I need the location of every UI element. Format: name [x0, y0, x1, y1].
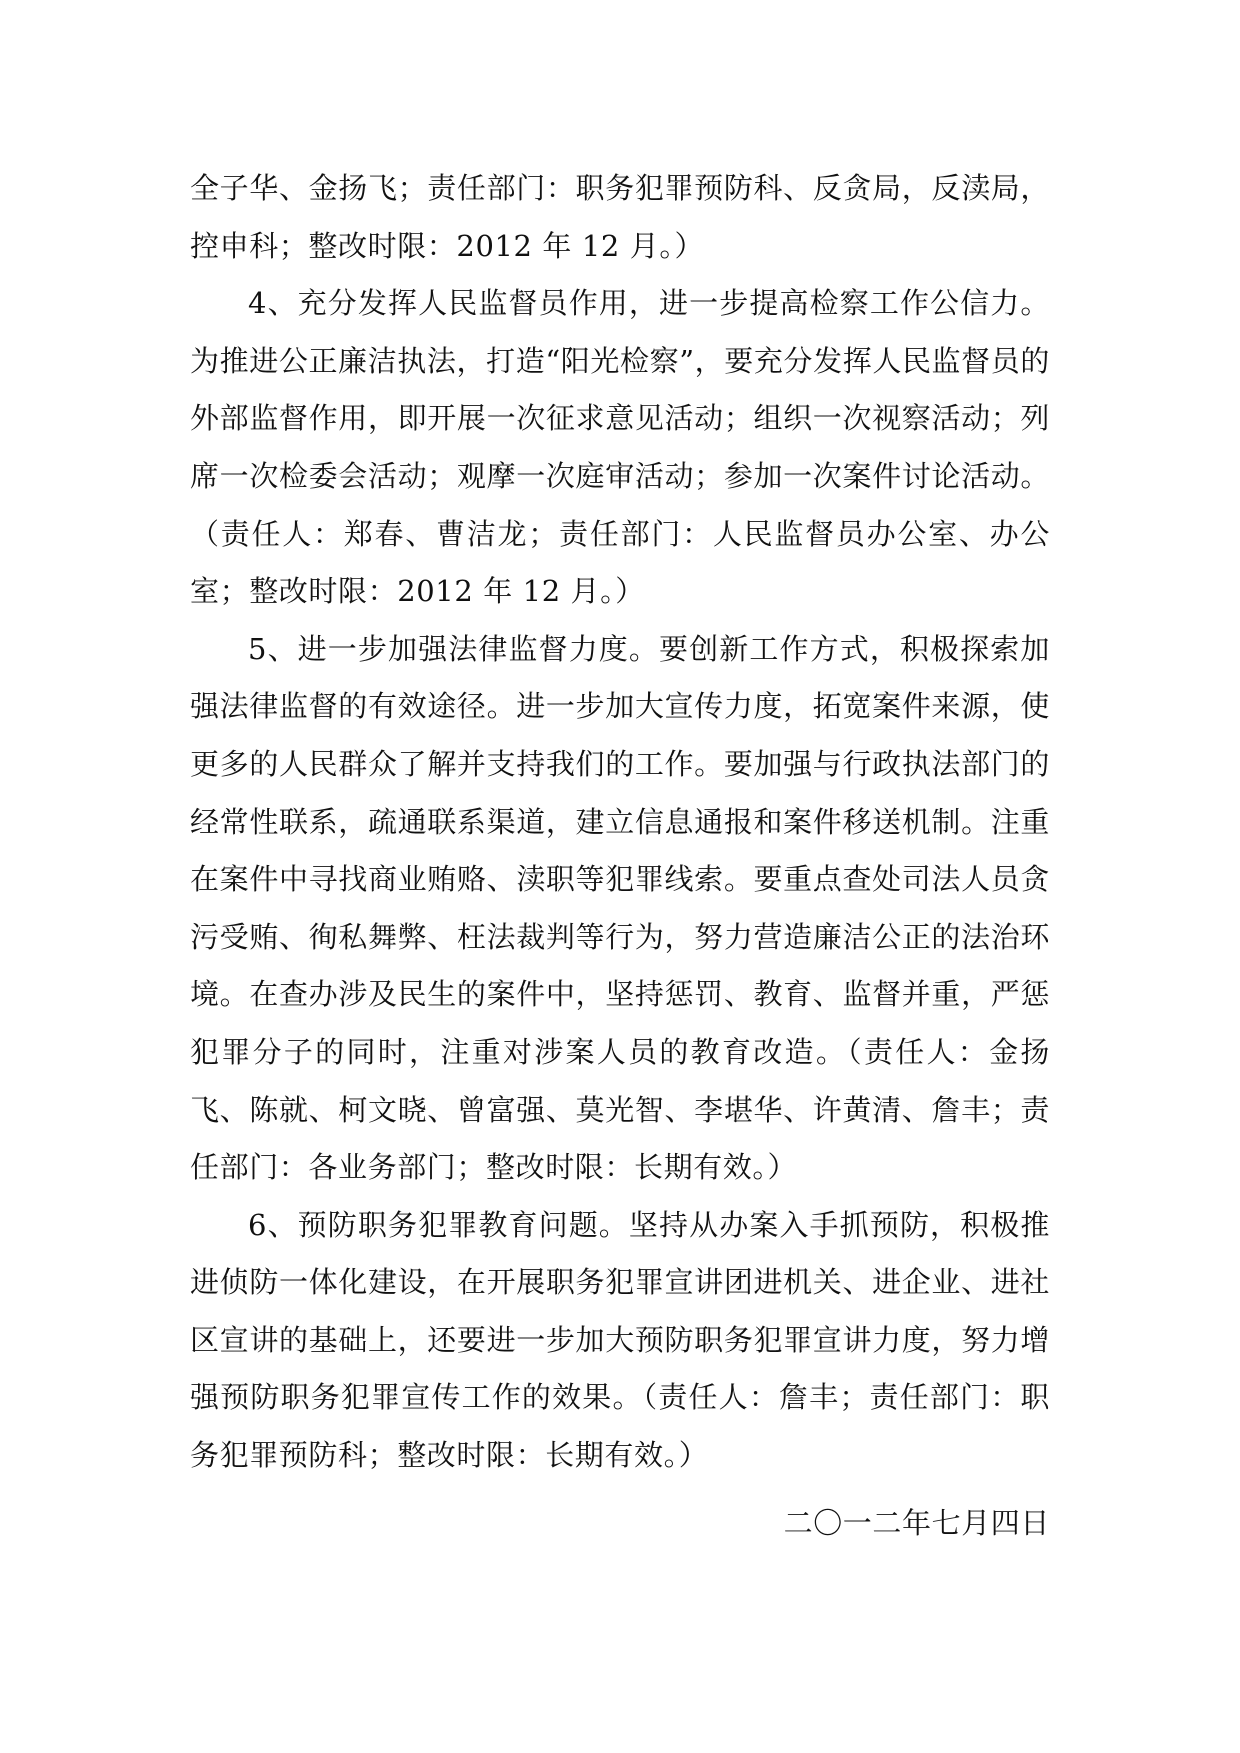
paragraph-item-4: 4、充分发挥人民监督员作用，进一步提高检察工作公信力。为推进公正廉洁执法，打造“阳光检察”，要充分发挥人民监督员的外部监督作用，即开展一次征求意见活动；组织一次视察活动；列席一次检委会活动；观摩一次庭审活动；参加一次案件讨论活动。（责任人：郑春、曹洁龙；责任部门：人民监督员办公室、办公室；整改时限：2012 年 12 月。） [190, 286, 1050, 609]
paragraph-continuation: 全子华、金扬飞；责任部门：职务犯罪预防科、反贪局，反渎局，控申科；整改时限：2012 年 12 月。） [190, 171, 1050, 263]
paragraph-item-5: 5、进一步加强法律监督力度。要创新工作方式，积极探索加强法律监督的有效途径。进一步加大宣传力度，拓宽案件来源，使更多的人民群众了解并支持我们的工作。要加强与行政执法部门的经常性联系，疏通联系渠道，建立信息通报和案件移送机制。注重在案件中寻找商业贿赂、渎职等犯罪线索。要重点查处司法人员贪污受贿、徇私舞弊、枉法裁判等行为，努力营造廉洁公正的法治环境。在查办涉及民生的案件中，坚持惩罚、教育、监督并重，严惩犯罪分子的同时，注重对涉案人员的教育改造。（责任人：金扬飞、陈就、柯文晓、曾富强、莫光智、李堪华、许黄清、詹丰；责任部门：各业务部门；整改时限：长期有效。） [190, 631, 1050, 1185]
document-body [190, 160, 1050, 1485]
paragraph-item-6: 6、预防职务犯罪教育问题。坚持从办案入手抓预防，积极推进侦防一体化建设，在开展职务犯罪宣讲团进机关、进企业、进社区宣讲的基础上，还要进一步加大预防职务犯罪宣讲力度，努力增强预防职务犯罪宣传工作的效果。（责任人：詹丰；责任部门：职务犯罪预防科；整改时限：长期有效。） [190, 1207, 1050, 1473]
document-date: 二〇一二年七月四日 [783, 1506, 1050, 1540]
